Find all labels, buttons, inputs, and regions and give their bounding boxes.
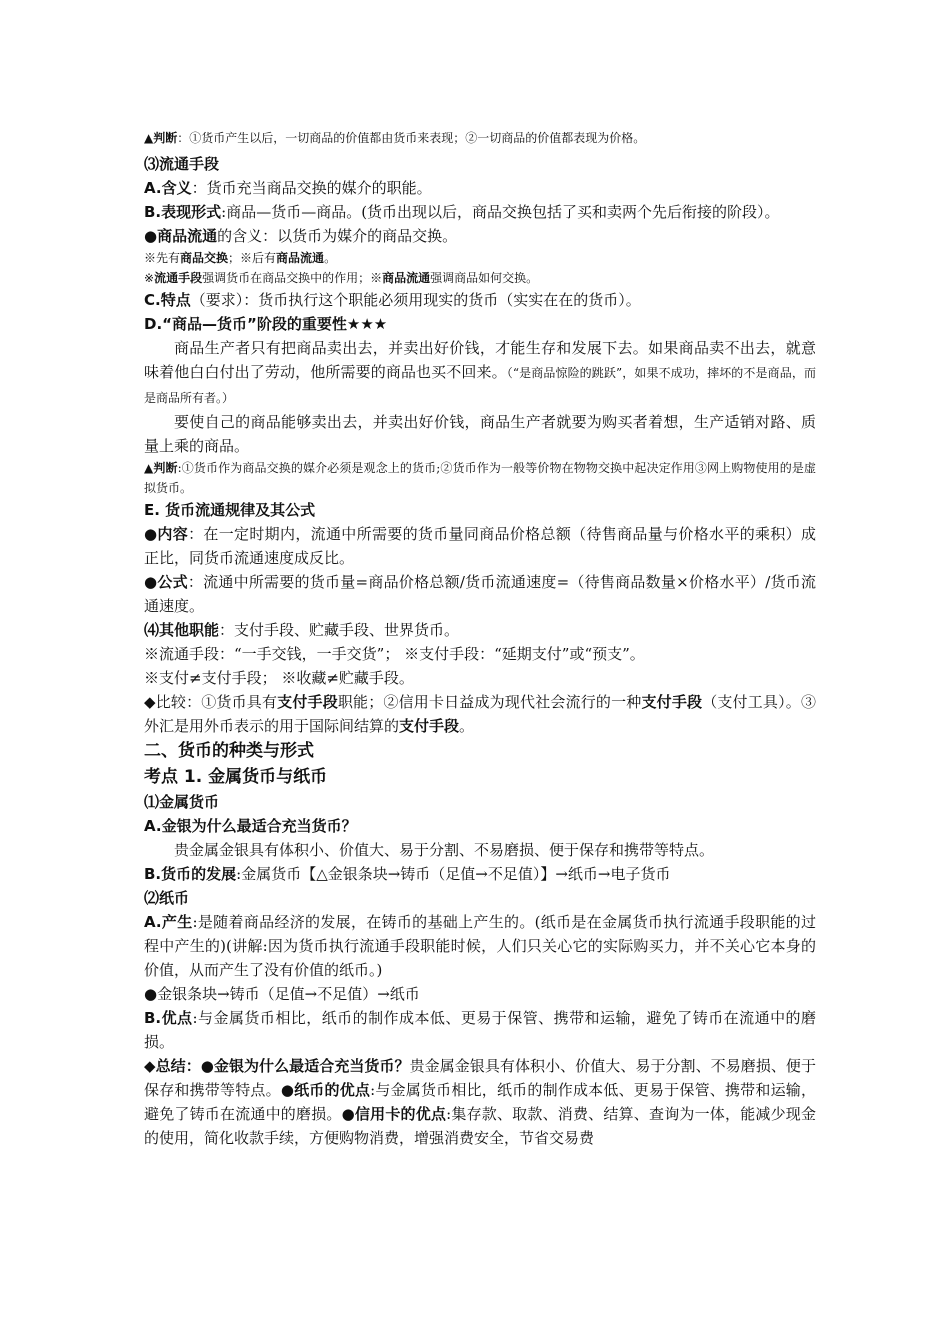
importance-paragraph-2: 要使自己的商品能够卖出去，并卖出好价钱，商品生产者就要为购买者着想，生产适销对路、质量上乘的商品。 xyxy=(144,413,816,455)
note-line-3: ※流通手段：“一手交钱，一手交货”； ※支付手段：“延期支付”或“预支”。 xyxy=(144,645,645,663)
gold-answer: 贵金属金银具有体积小、价值大、易于分割、不易磨损、便于保存和携带等特点。 xyxy=(174,841,715,859)
paper-money-heading: ⑵纸币 xyxy=(144,889,190,907)
other-functions: ⑷其他职能：支付手段、贮藏手段、世界货币。 xyxy=(144,621,460,639)
importance-heading: D.“商品—货币”阶段的重要性★★★ xyxy=(144,315,388,333)
meaning-line: A.含义：货币充当商品交换的媒介的职能。 xyxy=(144,179,432,197)
law-formula: ●公式：流通中所需要的货币量=商品价格总额/货币流通速度=（待售商品数量×价格水平）/货币流通速度。 xyxy=(144,573,816,615)
note-line-4: ※支付≠支付手段； ※收藏≠贮藏手段。 xyxy=(144,669,414,687)
metal-money-heading: ⑴金属货币 xyxy=(144,793,220,811)
money-development: B.货币的发展:金属货币【△金银条块→铸币（足值→不足值）】→纸币→电子货币 xyxy=(144,865,671,883)
development-chain: ●金银条块→铸币（足值→不足值）→纸币 xyxy=(144,985,420,1003)
feature-line: C.特点（要求）：货币执行这个职能必须用现实的货币（实实在在的货币）。 xyxy=(144,291,641,309)
judge-note-1: ▲判断：①货币产生以后，一切商品的价值都由货币来表现；②一切商品的价值都表现为价格。 xyxy=(144,131,646,145)
summary-paragraph: ◆总结：●金银为什么最适合充当货币？贵金属金银具有体积小、价值大、易于分割、不易磨损、便于保存和携带等特点。●纸币的优点:与金属货币相比，纸币的制作成本低、更易于保管、携带和运输，避免了铸币在流通中的磨损。●信用卡的优点:集存款、取款、消费、结算、查询为一体，能减少现金的使用，简化收款手续，方便购物消费，增强消费安全，节省交易费 xyxy=(144,1057,816,1147)
heading-circulation: ⑶流通手段 xyxy=(144,155,220,173)
circulation-definition: ●商品流通的含义：以货币为媒介的商品交换。 xyxy=(144,227,458,245)
paper-advantage: B.优点:与金属货币相比，纸币的制作成本低、更易于保管、携带和运输，避免了铸币在流通中的磨损。 xyxy=(144,1009,816,1051)
key-point-1-heading: 考点 1. 金属货币与纸币 xyxy=(144,767,328,787)
section-heading-2: 二、货币的种类与形式 xyxy=(144,741,314,761)
paper-origin: A.产生:是随着商品经济的发展，在铸币的基础上产生的。(纸币是在金属货币执行流通手段职能的过程中产生的)(讲解:因为货币执行流通手段职能时候，人们只关心它的实际购买力，并不关心它本身的价值，从而产生了没有价值的纸币。) xyxy=(144,913,816,979)
law-heading: E. 货币流通规律及其公式 xyxy=(144,501,316,519)
note-line-2: ※流通手段强调货币在商品交换中的作用；※商品流通强调商品如何交换。 xyxy=(144,271,539,285)
note-line-1: ※先有商品交换；※后有商品流通。 xyxy=(144,251,337,265)
law-content: ●内容：在一定时期内，流通中所需要的货币量同商品价格总额（待售商品量与价格水平的乘积）成正比，同货币流通速度成反比。 xyxy=(144,525,816,567)
gold-question: A.金银为什么最适合充当货币？ xyxy=(144,817,357,835)
form-line: B.表现形式:商品—货币—商品。(货币出现以后，商品交换包括了买和卖两个先后衔接的阶段）。 xyxy=(144,203,780,221)
importance-paragraph-1: 商品生产者只有把商品卖出去，并卖出好价钱，才能生存和发展下去。如果商品卖不出去，就意味着他白白付出了劳动，他所需要的商品也买不回来。（“是商品惊险的跳跃”，如果不成功，摔坏的不是商品，而是商品所有者。） xyxy=(144,339,816,405)
compare-paragraph: ◆比较：①货币具有支付手段职能；②信用卡日益成为现代社会流行的一种支付手段（支付工具）。③外汇是用外币表示的用于国际间结算的支付手段。 xyxy=(144,693,816,735)
judge-label: ▲判断 xyxy=(144,131,178,145)
judge-note-2: ▲判断:①货币作为商品交换的媒介必须是观念上的货币;②货币作为一般等价物在物物交换中起决定作用③网上购物使用的是虚拟货币。 xyxy=(144,461,816,495)
document-page xyxy=(144,122,816,1150)
